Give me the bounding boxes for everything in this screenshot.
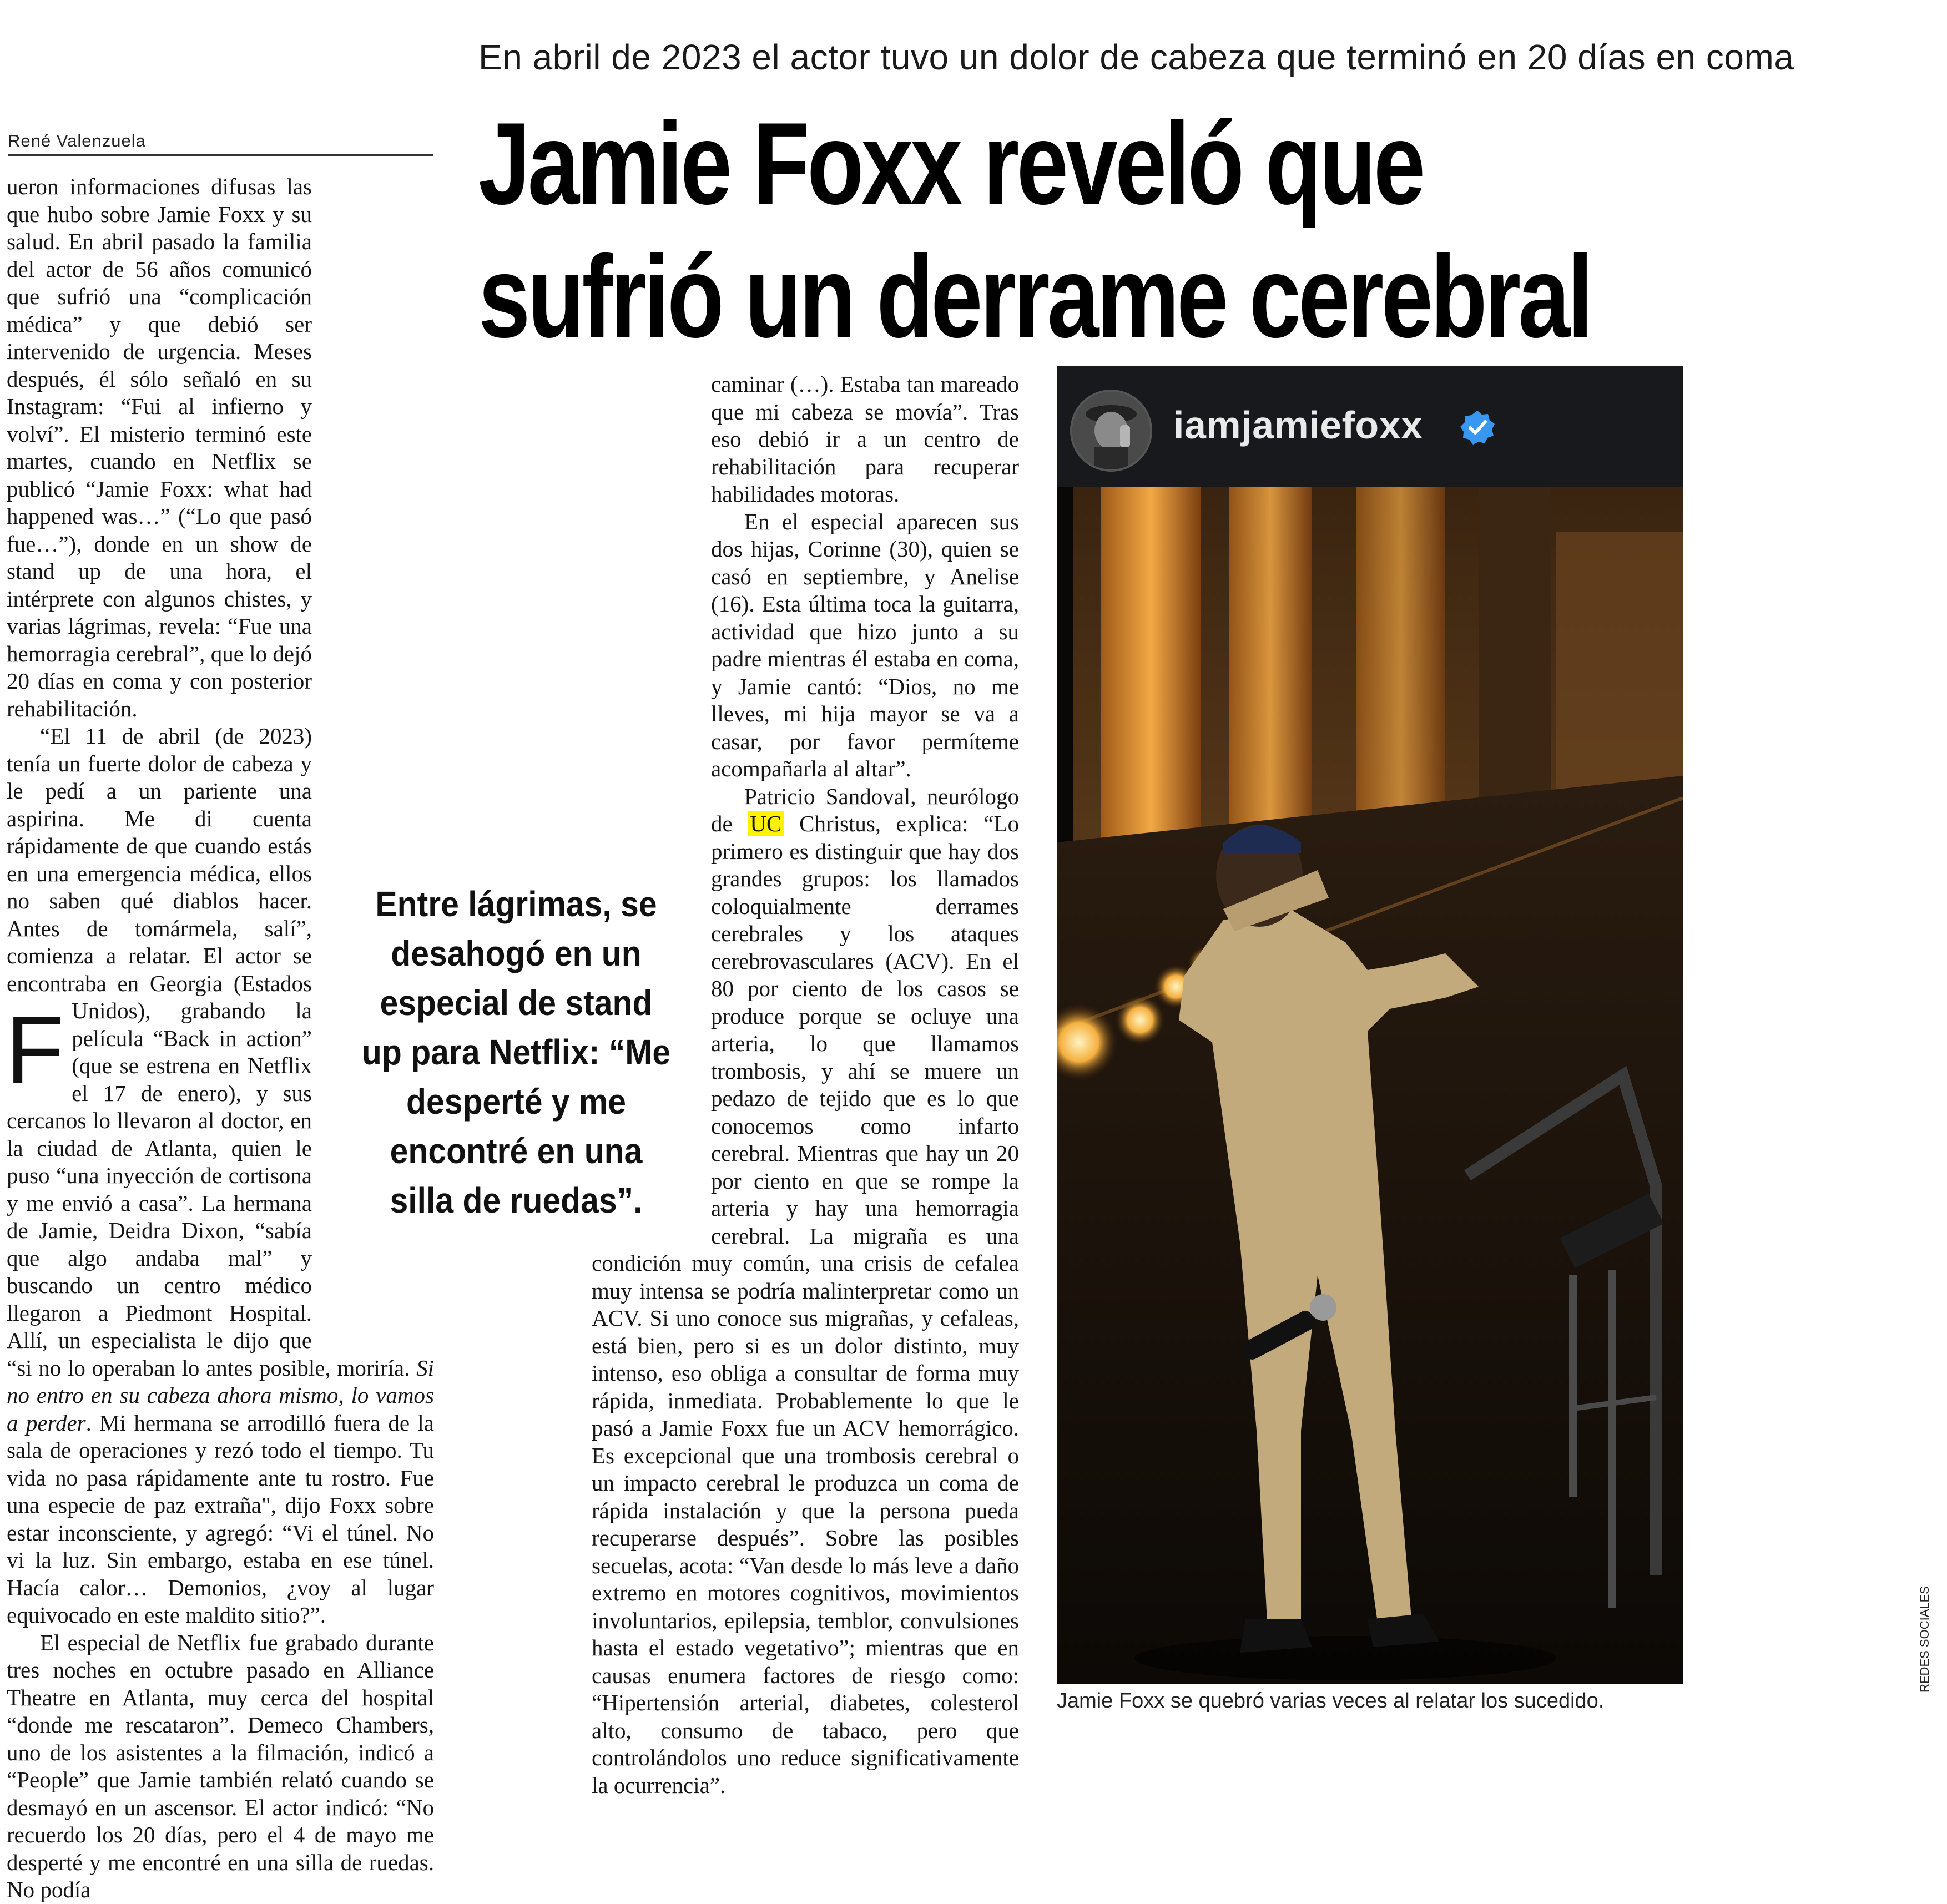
paragraph: En el especial aparecen sus dos hijas, Corinne (30), quien se casó en septiembre, y Anelise (16). Esta última toca la guitarra, actividad que hizo junto a su padre mientras él estaba en coma, y Jamie cantó: “Dios, no me lleves, mi hija mayor se va a casar, por favor permíteme acompañarla al altar”. [711, 508, 1019, 781]
headline [478, 97, 1591, 363]
instagram-header [1057, 366, 1683, 487]
drop-cap: F [6, 997, 64, 1103]
kicker: En abril de 2023 el actor tuvo un dolor de cabeza que terminó en 20 días en coma [478, 37, 1794, 77]
headline-line-1: Jamie Foxx reveló que [478, 98, 1423, 229]
verified-badge-icon [1460, 410, 1495, 445]
italic-quote: Si no entro en su cabeza ahora mismo, lo vamos a perder [7, 1355, 435, 1436]
avatar [1070, 390, 1152, 472]
stage-photo [1057, 487, 1683, 1684]
paragraph: Patricio Sandoval, neurólogo de UC Christus, explica: “Lo primero es distinguir que hay dos grandes grupos: los llamados coloquialmente derrames cerebrales y los ataques cerebrovasculares (ACV). En el 80 por ciento de los casos se produce porque se ocluye una arteria, lo que llamamos trombosis, y ahí se muere un pedazo de tejido que es lo que conocemos como infarto cerebral. Mientras que hay un 20 por ciento en que se rompe la arteria y hay una hemorragia cerebral. La migraña es una condición muy común, una crisis de cefalea muy intensa se podría malinterpretar como un ACV. Si uno conoce sus migrañas, y cefaleas, está bien, pero si es un dolor distinto, muy intenso, eso obliga a consultar de forma muy rápida, inmediata. Probablemente lo que le pasó a Jamie Foxx fue un ACV hemorrágico. Es excepcional que una trombosis cerebral o un impacto cerebral le produzca un coma de rápida instalación y que la persona pueda recuperarse después”. Sobre las posibles secuelas, acota: “Van desde lo más leve a daño extremo en motores cognitivos, movimientos involuntarios, epilepsia, temblor, convulsiones hasta el estado vegetativo”; mientras que en causas enumera factores de riesgo como: “Hipertensión arterial, diabetes, colesterol alto, consumo de tabaco, pero que controlándolos uno reduce significativamente la ocurrencia”. [592, 783, 1019, 1798]
photo-caption: Jamie Foxx se quebró varias veces al relatar los sucedido. [1057, 1689, 1605, 1713]
paragraph: El especial de Netflix fue grabado durante tres noches en octubre pasado en Alliance Theatre en Atlanta, muy cerca del hospital “donde me rescataron”. Demeco Chambers, uno de los asistentes a la filmación, indicó a “People” que Jamie también relató cuando se desmayó en un ascensor. El actor indicó: “No recuerdo los 20 días, pero el 4 de mayo me desperté y me encontré en una silla de ruedas. No podía [7, 1629, 434, 1902]
paragraph: F ueron informaciones difusas las que hubo sobre Jamie Foxx y su salud. En abril pasado la familia del actor de 56 años comunicó que sufrió una “complicación médica” y que debió ser intervenido de urgencia. Meses después, él sólo señaló en su Instagram: “Fui al infierno y volví”. El misterio terminó este martes, cuando en Netflix se publicó “Jamie Foxx: what had happened was…” (“Lo que pasó fue…”), donde en un show de stand up de una hora, el intérprete con algunos chistes, y varias lágrimas, revela: “Fue una hemorragia cerebral”, que lo dejó 20 días en coma y con posterior rehabilitación. [6, 174, 312, 1103]
pull-quote: Entre lágrimas, se desahogó en un especial de stand up para Netflix: “Me desperté y me encontré en una silla de ruedas”. [361, 884, 671, 1220]
headline-line-2: sufrió un derrame cerebral [478, 231, 1591, 362]
highlighted-text: UC [748, 811, 784, 836]
paragraph: “El 11 de abril (de 2023) tenía un fuerte dolor de cabeza y le pedí a un pariente una aspirina. Me di cuenta rápidamente de que cuando estás en una emergencia médica, ellos no saben qué diablos hacer. Antes de tomármela, salí”, comienza a relatar. El actor se encontraba en Georgia (Estados Unidos), grabando la película “Back in action” (que se estrena en Netflix el 17 de enero), y sus cercanos lo llevaron al doctor, en la ciudad de Atlanta, quien le puso “una inyección de cortisona y me envió a casa”. La hermana de Jamie, Deidra Dixon, “sabía que algo andaba mal” y buscando un centro médico llegaron a Piedmont Hospital. Allí, un especialista le dijo que “si no lo operaban lo antes posible, moriría. Si no entro en su cabeza ahora mismo, lo vamos a perder. Mi hermana se arrodilló fuera de la sala de operaciones y rezó todo el tiempo. Tu vida no pasa rápidamente ante tu rostro. Fue una especie de paz extraña", dijo Foxx sobre estar inconsciente, y agregó: “Vi el túnel. No vi la luz. Sin embargo, estaba en ese túnel. Hacía calor… Demonios, ¿voy al lugar equivocado en este maldito sitio?”. [7, 723, 435, 1628]
photo-credit: REDES SOCIALES [1918, 1586, 1931, 1693]
avatar-portrait-icon [1072, 392, 1150, 469]
instagram-handle: iamjamiefoxx [1173, 403, 1423, 447]
photo-instagram-post [1057, 366, 1683, 1684]
byline: René Valenzuela [8, 131, 433, 156]
paragraph: caminar (…). Estaba tan mareado que mi cabeza se movía”. Tras eso debió ir a un centro de rehabilitación para recuperar habilidades motoras. [711, 371, 1019, 507]
